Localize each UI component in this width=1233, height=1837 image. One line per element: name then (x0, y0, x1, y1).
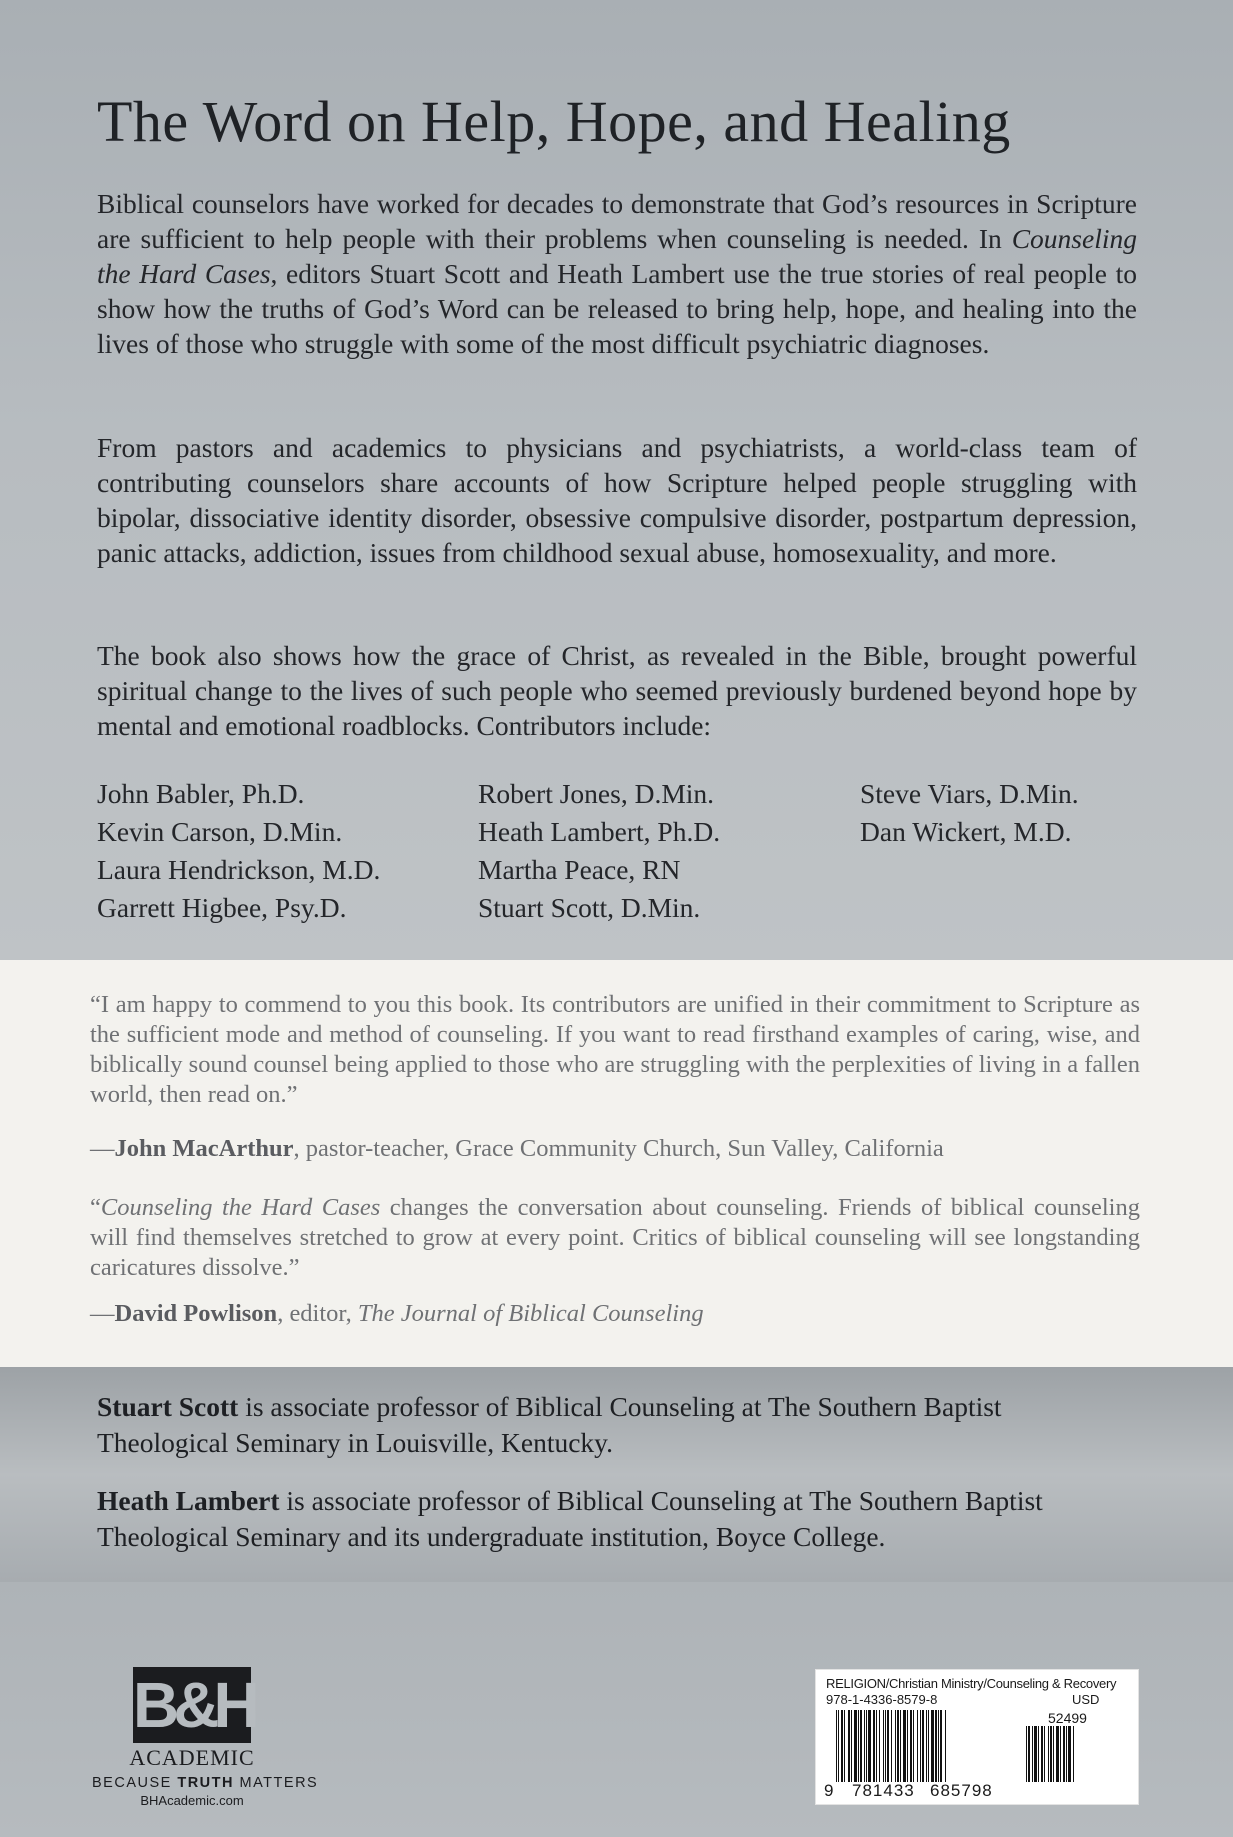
barcode-bar (844, 1710, 845, 1782)
author-bios-panel (0, 1367, 1233, 1582)
endorsement-quote-1: “I am happy to commend to you this book. Its contributors are unified in their commitment to Scripture as the sufficient mode and method of counseling. If you want to read firsthand examples of caring, wise, and biblically sound counsel being applied to those who are struggling with the perplexities of living in a fallen world, then read on.” (90, 991, 1140, 1108)
author-bio-1 (97, 1389, 1137, 1461)
tagline-part: BECAUSE (92, 1775, 178, 1791)
tagline-bold: TRUTH (177, 1775, 234, 1791)
contributor: Heath Lambert, Ph.D. (478, 816, 721, 847)
contributor: Martha Peace, RN (478, 854, 681, 885)
contributors-column-3 (860, 775, 1079, 851)
barcode-bar (836, 1710, 837, 1782)
barcode-bar (1038, 1726, 1039, 1782)
barcode-bar (940, 1710, 942, 1782)
endorser-name: David Powlison (114, 1300, 278, 1327)
author-bio-text: is associate professor of Biblical Counseling at The Southern Baptist Theological Seminary and its undergraduate institution, Boyce College. (97, 1485, 1043, 1552)
publisher-url: BHAcademic.com (140, 1793, 244, 1808)
barcode-bar (885, 1710, 886, 1782)
subject-category: RELIGION/Christian Ministry/Counseling & Recovery (826, 1676, 1117, 1691)
grace-paragraph: The book also shows how the grace of Christ, as revealed in the Bible, brought powerful spiritual change to the lives of such people who seemed previously burdened beyond hope by mental and emotional roadblocks. Contributors include: (97, 640, 1137, 741)
currency-label: USD (1072, 1692, 1100, 1707)
barcode-bar (1032, 1726, 1033, 1782)
barcode-bar (920, 1710, 921, 1782)
author-bio-2 (97, 1483, 1137, 1555)
barcode-bar (891, 1710, 892, 1782)
barcode-bar (922, 1710, 924, 1782)
endorsement-quote-2 (90, 1193, 1140, 1283)
tagline-part: MATTERS (233, 1775, 319, 1791)
ean-barcode-bars (836, 1710, 1021, 1782)
addon-code: 52499 (1048, 1710, 1087, 1726)
barcode-bar (903, 1710, 906, 1782)
barcode-bar (1044, 1726, 1045, 1782)
barcode-bar (1066, 1726, 1067, 1782)
publisher-logo (92, 1667, 319, 1808)
barcode-bar (883, 1710, 884, 1782)
barcode-bar (897, 1710, 899, 1782)
barcode-bar (848, 1710, 850, 1782)
addon-barcode-bars (1026, 1726, 1121, 1782)
barcode-bar (854, 1710, 857, 1782)
barcode-bar (945, 1710, 946, 1782)
contributors-column-1 (97, 775, 380, 927)
isbn-barcode-label (815, 1669, 1139, 1805)
journal-title: The Journal of Biblical Counseling (357, 1300, 704, 1327)
contributor: Steve Viars, D.Min. (860, 778, 1079, 809)
barcode-bar (931, 1710, 934, 1782)
endorsement-attribution-1 (90, 1135, 944, 1163)
barcode-bar (935, 1710, 937, 1782)
barcode-bar (860, 1710, 862, 1782)
contributors-paragraph: From pastors and academics to physicians and psychiatrists, a world-class team of contributing counselors share accounts of how Scripture helped people struggling with bipolar, dissociative identity disorder, obsessive compulsive disorder, postpartum depression, panic attacks, addiction, issues from childhood sexual abuse, homosexuality, and more. (97, 432, 1137, 568)
intro-text-1: Biblical counselors have worked for decades to demonstrate that God’s resources in Scripture are sufficient to help people with their problems when counseling is needed. In (97, 188, 1137, 254)
barcode-bar (851, 1710, 852, 1782)
book-title-italic: Counseling the Hard Cases (97, 223, 1137, 289)
barcode-bar (1073, 1726, 1074, 1782)
endorsement-attribution-2 (90, 1300, 704, 1328)
endorser-role: , editor, (277, 1300, 358, 1327)
barcode-bar (1034, 1726, 1037, 1782)
bh-logo-mark: B&H (133, 1669, 254, 1741)
isbn-number: 978-1-4336-8579-8 (826, 1692, 938, 1707)
barcode-bar (868, 1710, 871, 1782)
attribution-dash: — (90, 1300, 115, 1327)
barcode-bar (838, 1710, 839, 1782)
contributor: Kevin Carson, D.Min. (97, 816, 343, 847)
intro-paragraph (97, 186, 1137, 361)
quote-text: changes the conversation about counseling. Friends of biblical counseling will find themselves stretched to grow at every point. Critics of biblical counseling will see longstanding caricatures dissolve.” (90, 1194, 1140, 1281)
author-name: Heath Lambert (97, 1485, 280, 1516)
attribution-dash: — (90, 1135, 115, 1162)
book-title-italic: Counseling the Hard Cases (100, 1194, 381, 1221)
endorsements-panel (0, 960, 1233, 1367)
barcode-bar (887, 1710, 889, 1782)
barcode-bar (866, 1710, 867, 1782)
barcode-bar (1048, 1726, 1049, 1782)
headline: The Word on Help, Hope, and Healing (97, 89, 1011, 154)
barcode-bar (938, 1710, 939, 1782)
barcode-digits-group-1: 781433 (852, 1781, 915, 1800)
barcode-bar (1068, 1726, 1071, 1782)
contributor: Robert Jones, D.Min. (478, 778, 715, 809)
barcode-bar (841, 1710, 843, 1782)
contributor: Dan Wickert, M.D. (860, 816, 1072, 847)
barcode-bar (926, 1710, 927, 1782)
contributors-column-2 (478, 775, 720, 927)
contributor: Laura Hendrickson, M.D. (97, 854, 381, 885)
barcode-bar (864, 1710, 865, 1782)
barcode-bar (1026, 1726, 1027, 1782)
endorser-role: , pastor-teacher, Grace Community Church, Sun Valley, California (293, 1135, 944, 1162)
barcode-bar (895, 1710, 896, 1782)
barcode-bar (858, 1710, 859, 1782)
barcode-bar (1056, 1726, 1059, 1782)
barcode-bar (907, 1710, 908, 1782)
endorser-name: John MacArthur (114, 1135, 294, 1162)
contributor: John Babler, Ph.D. (97, 778, 305, 809)
barcode-bar (900, 1710, 901, 1782)
barcode-bar (917, 1710, 918, 1782)
author-name: Stuart Scott (97, 1391, 239, 1422)
publisher-imprint: ACADEMIC (129, 1745, 255, 1770)
barcode-bar (1053, 1726, 1054, 1782)
barcode-bar (928, 1710, 929, 1782)
barcode-bar (910, 1710, 912, 1782)
quote-open-mark: “ (90, 1194, 101, 1221)
barcode-bar (1028, 1726, 1030, 1782)
contributor: Stuart Scott, D.Min. (478, 892, 701, 923)
barcode-digit: 9 (824, 1781, 835, 1800)
barcode-bar (1060, 1726, 1061, 1782)
barcode-bar (913, 1710, 914, 1782)
barcode-bar (1050, 1726, 1052, 1782)
barcode-bar (1063, 1726, 1065, 1782)
author-bio-text: is associate professor of Biblical Counseling at The Southern Baptist Theological Seminary in Louisville, Kentucky. (97, 1391, 1002, 1458)
contributor: Garrett Higbee, Psy.D. (97, 892, 347, 923)
barcode-bar (1041, 1726, 1043, 1782)
publisher-tagline (92, 1775, 319, 1791)
barcode-bar (873, 1710, 875, 1782)
barcode-bar (876, 1710, 877, 1782)
intro-text-2: , editors Stuart Scott and Heath Lambert use the true stories of real people to show how the truths of God’s Word can be released to bring help, hope, and healing into the lives of those who struggle with some of the most difficult psychiatric diagnoses. (97, 258, 1137, 359)
back-cover-footer (0, 1582, 1233, 1837)
barcode-bar (879, 1710, 880, 1782)
barcode-digits-group-2: 685798 (930, 1781, 993, 1800)
